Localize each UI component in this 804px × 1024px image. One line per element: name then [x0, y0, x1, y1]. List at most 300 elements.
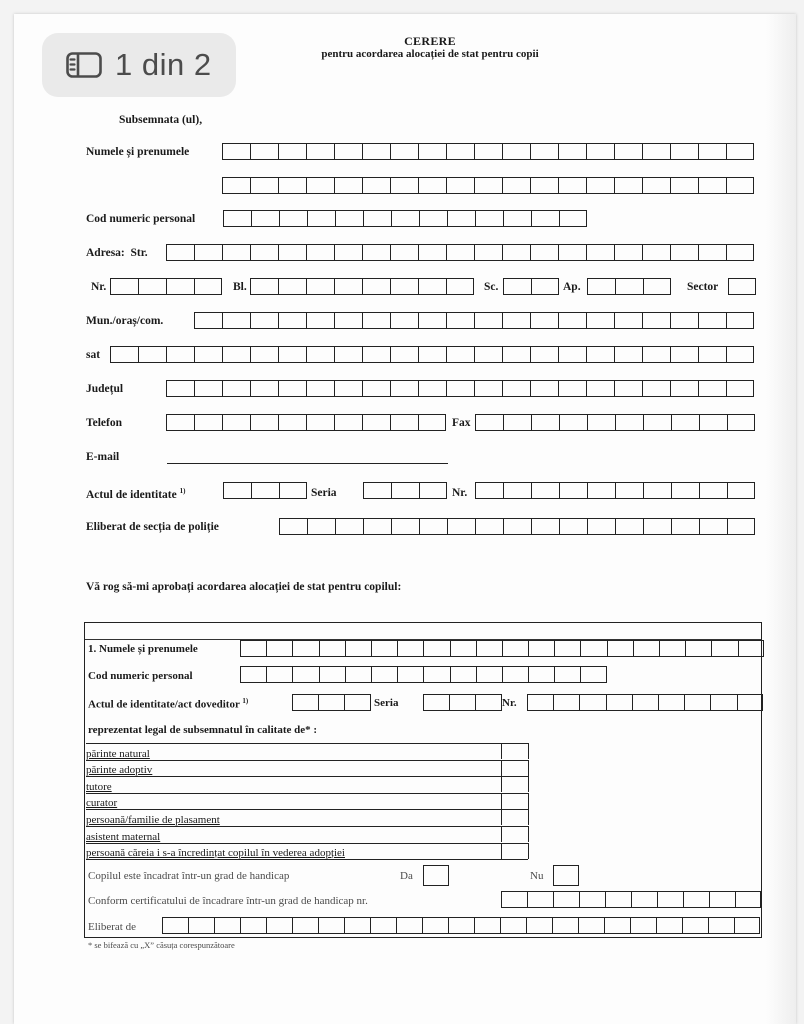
char-cell[interactable] [423, 666, 449, 683]
char-cell[interactable] [615, 518, 643, 535]
char-cell[interactable] [306, 312, 334, 329]
char-cell[interactable] [450, 640, 476, 657]
char-cell[interactable] [530, 312, 558, 329]
char-cell[interactable] [390, 244, 418, 261]
char-cell[interactable] [446, 346, 474, 363]
char-cell[interactable] [578, 917, 604, 934]
char-cell[interactable] [391, 518, 419, 535]
char-cell[interactable] [503, 210, 531, 227]
char-cell[interactable] [419, 482, 447, 499]
char-cell[interactable] [727, 414, 755, 431]
char-cell[interactable] [586, 244, 614, 261]
char-cell[interactable] [266, 917, 292, 934]
char-cell[interactable] [362, 278, 390, 295]
char-cell[interactable] [278, 346, 306, 363]
char-cell[interactable] [587, 518, 615, 535]
char-cell[interactable] [223, 482, 251, 499]
char-cell[interactable] [503, 518, 531, 535]
child-doc-boxes[interactable] [292, 694, 371, 711]
char-cell[interactable] [319, 666, 345, 683]
char-cell[interactable] [292, 666, 318, 683]
street-boxes[interactable] [166, 244, 754, 261]
char-cell[interactable] [390, 278, 418, 295]
char-cell[interactable] [423, 865, 449, 886]
char-cell[interactable] [362, 414, 390, 431]
char-cell[interactable] [501, 891, 527, 908]
child-cnp-boxes[interactable] [240, 666, 607, 683]
char-cell[interactable] [363, 210, 391, 227]
char-cell[interactable] [307, 210, 335, 227]
char-cell[interactable] [586, 380, 614, 397]
sc-boxes[interactable] [503, 278, 559, 295]
id-number-boxes[interactable] [475, 482, 755, 499]
char-cell[interactable] [362, 346, 390, 363]
applicant-cnp-boxes[interactable] [223, 210, 587, 227]
role-checkbox[interactable] [501, 793, 529, 809]
char-cell[interactable] [188, 917, 214, 934]
char-cell[interactable] [278, 414, 306, 431]
char-cell[interactable] [362, 143, 390, 160]
char-cell[interactable] [615, 414, 643, 431]
char-cell[interactable] [278, 380, 306, 397]
char-cell[interactable] [614, 244, 642, 261]
char-cell[interactable] [334, 346, 362, 363]
char-cell[interactable] [306, 143, 334, 160]
char-cell[interactable] [318, 917, 344, 934]
char-cell[interactable] [166, 278, 194, 295]
char-cell[interactable] [726, 312, 754, 329]
char-cell[interactable] [670, 143, 698, 160]
char-cell[interactable] [166, 244, 194, 261]
char-cell[interactable] [502, 312, 530, 329]
char-cell[interactable] [476, 666, 502, 683]
char-cell[interactable] [390, 380, 418, 397]
char-cell[interactable] [614, 312, 642, 329]
char-cell[interactable] [222, 177, 250, 194]
char-cell[interactable] [449, 694, 475, 711]
char-cell[interactable] [671, 414, 699, 431]
char-cell[interactable] [446, 177, 474, 194]
char-cell[interactable] [632, 694, 658, 711]
char-cell[interactable] [251, 210, 279, 227]
char-cell[interactable] [307, 518, 335, 535]
id-doc-boxes[interactable] [223, 482, 307, 499]
char-cell[interactable] [475, 414, 503, 431]
ap-boxes[interactable] [587, 278, 671, 295]
char-cell[interactable] [138, 278, 166, 295]
char-cell[interactable] [630, 917, 656, 934]
char-cell[interactable] [642, 346, 670, 363]
village-boxes[interactable] [110, 346, 754, 363]
char-cell[interactable] [670, 312, 698, 329]
char-cell[interactable] [166, 380, 194, 397]
char-cell[interactable] [334, 414, 362, 431]
char-cell[interactable] [194, 312, 222, 329]
char-cell[interactable] [110, 278, 138, 295]
char-cell[interactable] [698, 312, 726, 329]
char-cell[interactable] [250, 414, 278, 431]
char-cell[interactable] [334, 244, 362, 261]
char-cell[interactable] [474, 143, 502, 160]
char-cell[interactable] [278, 143, 306, 160]
char-cell[interactable] [446, 380, 474, 397]
char-cell[interactable] [474, 177, 502, 194]
char-cell[interactable] [671, 482, 699, 499]
char-cell[interactable] [642, 177, 670, 194]
char-cell[interactable] [711, 640, 737, 657]
char-cell[interactable] [418, 346, 446, 363]
char-cell[interactable] [530, 244, 558, 261]
char-cell[interactable] [371, 666, 397, 683]
char-cell[interactable] [306, 380, 334, 397]
char-cell[interactable] [658, 694, 684, 711]
char-cell[interactable] [319, 640, 345, 657]
char-cell[interactable] [558, 312, 586, 329]
char-cell[interactable] [580, 666, 606, 683]
char-cell[interactable] [682, 917, 708, 934]
char-cell[interactable] [419, 518, 447, 535]
char-cell[interactable] [250, 380, 278, 397]
char-cell[interactable] [614, 143, 642, 160]
char-cell[interactable] [587, 414, 615, 431]
char-cell[interactable] [306, 244, 334, 261]
char-cell[interactable] [250, 312, 278, 329]
char-cell[interactable] [642, 244, 670, 261]
char-cell[interactable] [726, 244, 754, 261]
char-cell[interactable] [527, 694, 553, 711]
char-cell[interactable] [446, 312, 474, 329]
char-cell[interactable] [615, 482, 643, 499]
char-cell[interactable] [476, 640, 502, 657]
char-cell[interactable] [615, 278, 643, 295]
char-cell[interactable] [279, 210, 307, 227]
char-cell[interactable] [292, 917, 318, 934]
char-cell[interactable] [607, 640, 633, 657]
char-cell[interactable] [362, 312, 390, 329]
char-cell[interactable] [278, 312, 306, 329]
char-cell[interactable] [345, 640, 371, 657]
child-name-boxes[interactable] [240, 640, 764, 657]
char-cell[interactable] [643, 414, 671, 431]
char-cell[interactable] [587, 278, 615, 295]
char-cell[interactable] [334, 380, 362, 397]
char-cell[interactable] [503, 278, 531, 295]
char-cell[interactable] [396, 917, 422, 934]
char-cell[interactable] [475, 482, 503, 499]
char-cell[interactable] [194, 244, 222, 261]
char-cell[interactable] [474, 346, 502, 363]
char-cell[interactable] [738, 640, 764, 657]
char-cell[interactable] [558, 244, 586, 261]
char-cell[interactable] [474, 312, 502, 329]
char-cell[interactable] [335, 210, 363, 227]
char-cell[interactable] [735, 891, 761, 908]
char-cell[interactable] [419, 210, 447, 227]
char-cell[interactable] [670, 177, 698, 194]
char-cell[interactable] [397, 666, 423, 683]
char-cell[interactable] [318, 694, 344, 711]
char-cell[interactable] [530, 143, 558, 160]
char-cell[interactable] [530, 177, 558, 194]
applicant-name-boxes-2[interactable] [222, 177, 754, 194]
role-checkbox[interactable] [501, 809, 529, 825]
char-cell[interactable] [194, 346, 222, 363]
char-cell[interactable] [614, 346, 642, 363]
char-cell[interactable] [558, 143, 586, 160]
char-cell[interactable] [334, 312, 362, 329]
char-cell[interactable] [214, 917, 240, 934]
char-cell[interactable] [222, 414, 250, 431]
char-cell[interactable] [250, 177, 278, 194]
email-line[interactable] [167, 463, 448, 464]
char-cell[interactable] [292, 694, 318, 711]
char-cell[interactable] [391, 482, 419, 499]
phone-boxes[interactable] [166, 414, 446, 431]
id-series-boxes[interactable] [363, 482, 447, 499]
char-cell[interactable] [362, 177, 390, 194]
char-cell[interactable] [448, 917, 474, 934]
char-cell[interactable] [586, 143, 614, 160]
char-cell[interactable] [475, 518, 503, 535]
certificate-number-boxes[interactable] [501, 891, 761, 908]
char-cell[interactable] [633, 640, 659, 657]
child-issued-by-boxes[interactable] [162, 917, 760, 934]
applicant-name-boxes-1[interactable] [222, 143, 754, 160]
char-cell[interactable] [334, 143, 362, 160]
char-cell[interactable] [558, 346, 586, 363]
char-cell[interactable] [502, 177, 530, 194]
char-cell[interactable] [194, 414, 222, 431]
issued-by-boxes[interactable] [279, 518, 755, 535]
char-cell[interactable] [552, 917, 578, 934]
char-cell[interactable] [251, 482, 279, 499]
char-cell[interactable] [222, 143, 250, 160]
char-cell[interactable] [166, 414, 194, 431]
char-cell[interactable] [391, 210, 419, 227]
char-cell[interactable] [642, 143, 670, 160]
char-cell[interactable] [344, 917, 370, 934]
char-cell[interactable] [558, 380, 586, 397]
char-cell[interactable] [306, 414, 334, 431]
char-cell[interactable] [474, 244, 502, 261]
char-cell[interactable] [554, 640, 580, 657]
char-cell[interactable] [558, 177, 586, 194]
role-checkbox[interactable] [501, 826, 529, 842]
char-cell[interactable] [734, 917, 760, 934]
char-cell[interactable] [446, 143, 474, 160]
char-cell[interactable] [604, 917, 630, 934]
role-checkbox[interactable] [501, 776, 529, 792]
char-cell[interactable] [530, 380, 558, 397]
char-cell[interactable] [362, 380, 390, 397]
city-boxes[interactable] [194, 312, 754, 329]
char-cell[interactable] [278, 177, 306, 194]
char-cell[interactable] [446, 278, 474, 295]
char-cell[interactable] [503, 482, 531, 499]
char-cell[interactable] [671, 518, 699, 535]
char-cell[interactable] [586, 177, 614, 194]
char-cell[interactable] [250, 244, 278, 261]
char-cell[interactable] [362, 244, 390, 261]
char-cell[interactable] [363, 518, 391, 535]
char-cell[interactable] [586, 346, 614, 363]
char-cell[interactable] [614, 177, 642, 194]
char-cell[interactable] [699, 414, 727, 431]
char-cell[interactable] [475, 210, 503, 227]
char-cell[interactable] [397, 640, 423, 657]
char-cell[interactable] [726, 380, 754, 397]
char-cell[interactable] [606, 694, 632, 711]
char-cell[interactable] [194, 380, 222, 397]
char-cell[interactable] [306, 278, 334, 295]
char-cell[interactable] [138, 346, 166, 363]
char-cell[interactable] [334, 177, 362, 194]
char-cell[interactable] [344, 694, 370, 711]
child-series-boxes[interactable] [423, 694, 502, 711]
char-cell[interactable] [553, 694, 579, 711]
char-cell[interactable] [502, 244, 530, 261]
char-cell[interactable] [684, 694, 710, 711]
char-cell[interactable] [726, 177, 754, 194]
char-cell[interactable] [605, 891, 631, 908]
char-cell[interactable] [643, 278, 671, 295]
char-cell[interactable] [670, 380, 698, 397]
char-cell[interactable] [240, 917, 266, 934]
char-cell[interactable] [418, 177, 446, 194]
char-cell[interactable] [683, 891, 709, 908]
char-cell[interactable] [502, 143, 530, 160]
char-cell[interactable] [642, 380, 670, 397]
char-cell[interactable] [657, 891, 683, 908]
char-cell[interactable] [726, 346, 754, 363]
char-cell[interactable] [553, 865, 579, 886]
char-cell[interactable] [531, 414, 559, 431]
char-cell[interactable] [422, 917, 448, 934]
char-cell[interactable] [279, 482, 307, 499]
char-cell[interactable] [553, 891, 579, 908]
char-cell[interactable] [390, 143, 418, 160]
char-cell[interactable] [371, 640, 397, 657]
char-cell[interactable] [531, 278, 559, 295]
char-cell[interactable] [475, 694, 501, 711]
char-cell[interactable] [334, 278, 362, 295]
char-cell[interactable] [418, 414, 446, 431]
char-cell[interactable] [345, 666, 371, 683]
char-cell[interactable] [292, 640, 318, 657]
county-boxes[interactable] [166, 380, 754, 397]
char-cell[interactable] [278, 244, 306, 261]
char-cell[interactable] [698, 380, 726, 397]
fax-boxes[interactable] [475, 414, 755, 431]
char-cell[interactable] [222, 312, 250, 329]
char-cell[interactable] [423, 694, 449, 711]
char-cell[interactable] [580, 640, 606, 657]
handicap-no-checkbox[interactable] [553, 865, 579, 886]
char-cell[interactable] [250, 278, 278, 295]
char-cell[interactable] [726, 143, 754, 160]
char-cell[interactable] [699, 518, 727, 535]
char-cell[interactable] [279, 518, 307, 535]
char-cell[interactable] [162, 917, 188, 934]
char-cell[interactable] [526, 917, 552, 934]
char-cell[interactable] [266, 640, 292, 657]
char-cell[interactable] [530, 346, 558, 363]
char-cell[interactable] [447, 210, 475, 227]
char-cell[interactable] [531, 518, 559, 535]
char-cell[interactable] [266, 666, 292, 683]
char-cell[interactable] [554, 666, 580, 683]
char-cell[interactable] [502, 380, 530, 397]
char-cell[interactable] [474, 917, 500, 934]
char-cell[interactable] [631, 891, 657, 908]
char-cell[interactable] [643, 518, 671, 535]
char-cell[interactable] [363, 482, 391, 499]
char-cell[interactable] [708, 917, 734, 934]
char-cell[interactable] [240, 640, 266, 657]
page-indicator[interactable] [42, 33, 236, 97]
char-cell[interactable] [502, 346, 530, 363]
char-cell[interactable] [698, 177, 726, 194]
char-cell[interactable] [335, 518, 363, 535]
char-cell[interactable] [390, 177, 418, 194]
char-cell[interactable] [531, 482, 559, 499]
char-cell[interactable] [222, 346, 250, 363]
char-cell[interactable] [709, 891, 735, 908]
char-cell[interactable] [698, 346, 726, 363]
char-cell[interactable] [586, 312, 614, 329]
char-cell[interactable] [531, 210, 559, 227]
char-cell[interactable] [685, 640, 711, 657]
char-cell[interactable] [222, 380, 250, 397]
char-cell[interactable] [710, 694, 736, 711]
char-cell[interactable] [306, 177, 334, 194]
char-cell[interactable] [614, 380, 642, 397]
char-cell[interactable] [250, 346, 278, 363]
char-cell[interactable] [166, 346, 194, 363]
sector-box[interactable] [728, 278, 756, 295]
char-cell[interactable] [503, 414, 531, 431]
char-cell[interactable] [390, 312, 418, 329]
char-cell[interactable] [240, 666, 266, 683]
char-cell[interactable] [370, 917, 396, 934]
bl-boxes[interactable] [250, 278, 474, 295]
char-cell[interactable] [528, 666, 554, 683]
char-cell[interactable] [500, 917, 526, 934]
char-cell[interactable] [223, 210, 251, 227]
char-cell[interactable] [502, 640, 528, 657]
role-checkbox[interactable] [501, 843, 529, 859]
char-cell[interactable] [474, 380, 502, 397]
char-cell[interactable] [559, 482, 587, 499]
handicap-yes-checkbox[interactable] [423, 865, 449, 886]
char-cell[interactable] [659, 640, 685, 657]
char-cell[interactable] [418, 244, 446, 261]
char-cell[interactable] [110, 346, 138, 363]
char-cell[interactable] [587, 482, 615, 499]
char-cell[interactable] [528, 640, 554, 657]
char-cell[interactable] [390, 414, 418, 431]
char-cell[interactable] [670, 346, 698, 363]
char-cell[interactable] [727, 518, 755, 535]
char-cell[interactable] [502, 666, 528, 683]
role-checkbox[interactable] [501, 760, 529, 776]
char-cell[interactable] [306, 346, 334, 363]
char-cell[interactable] [418, 278, 446, 295]
char-cell[interactable] [450, 666, 476, 683]
char-cell[interactable] [728, 278, 756, 295]
char-cell[interactable] [579, 891, 605, 908]
role-checkbox[interactable] [501, 743, 529, 759]
